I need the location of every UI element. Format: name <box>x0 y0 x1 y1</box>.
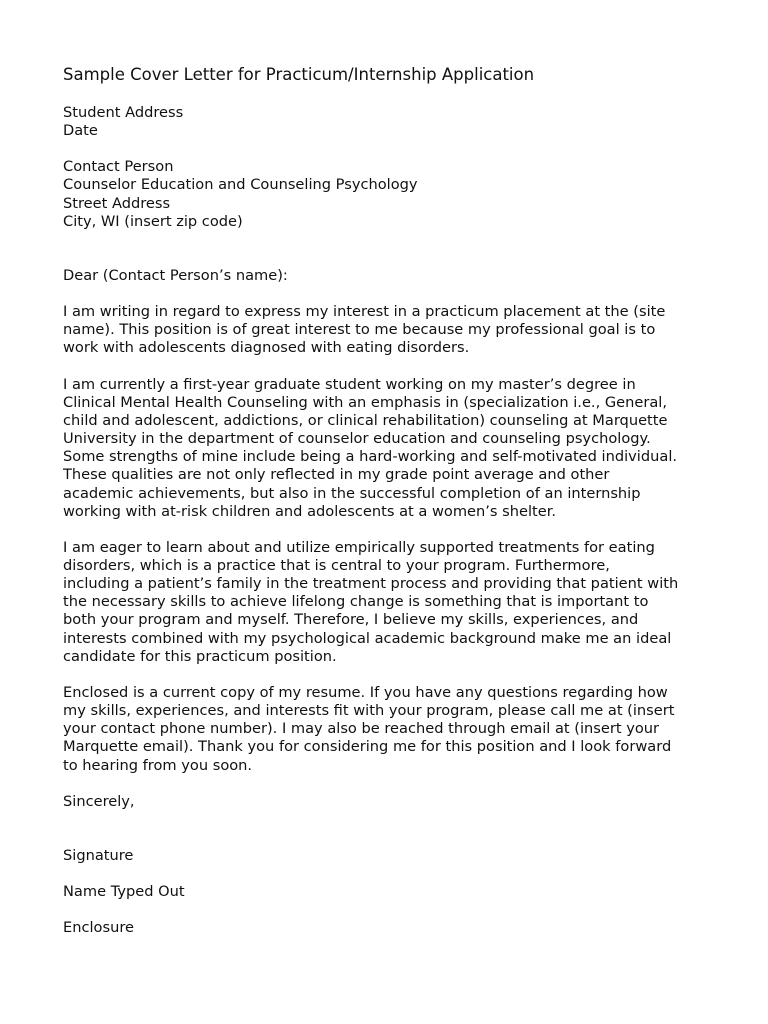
paragraph-line: candidate for this practicum position. <box>63 647 337 665</box>
paragraph-line: Marquette email). Thank you for considering me for this position and I look forward <box>63 738 672 756</box>
enclosure-block <box>63 919 713 937</box>
paragraph-line: including a patient’s family in the treatment process and providing that patient with <box>63 575 679 593</box>
spacer <box>63 521 713 539</box>
paragraph-line: Some strengths of mine include being a hard-working and self-motivated individual. <box>63 448 678 466</box>
paragraph-line: I am currently a first-year graduate student working on my master’s degree in <box>63 375 636 393</box>
paragraph-line: the necessary skills to achieve lifelong change is something that is important to <box>63 593 649 611</box>
paragraph-line: academic achievements, but also in the successful completion of an internship <box>63 484 641 502</box>
paragraph-line: my skills, experiences, and interests fit with your program, please call me at (insert <box>63 702 675 720</box>
name-typed-text: Name Typed Out <box>63 883 185 900</box>
paragraph-line: disorders, which is a practice that is central to your program. Furthermore, <box>63 556 610 574</box>
paragraph-line: working with at-risk children and adolescents at a women’s shelter. <box>63 502 557 520</box>
closing-text: Sincerely, <box>63 792 135 810</box>
recipient-street: Street Address <box>63 194 171 212</box>
closing <box>63 793 713 811</box>
paragraph-line: Clinical Mental Health Counseling with an emphasis in (specialization i.e., General, <box>63 393 667 411</box>
recipient-city: City, WI (insert zip code) <box>63 212 243 230</box>
salutation-text: Dear (Contact Person’s name): <box>63 266 288 284</box>
signature-text: Signature <box>63 846 134 864</box>
paragraph-line: both your program and myself. Therefore, I believe my skills, experiences, and <box>63 611 639 629</box>
paragraph-2 <box>63 376 713 521</box>
spacer <box>63 140 713 158</box>
spacer <box>63 865 713 883</box>
document-title: Sample Cover Letter for Practicum/Internship Application <box>63 65 535 84</box>
paragraph-line: your contact phone number). I may also be reached through email at (insert your <box>63 720 660 738</box>
paragraph-line: These qualities are not only reflected in my grade point average and other <box>63 466 610 484</box>
spacer <box>63 775 713 793</box>
spacer <box>63 231 713 267</box>
letter-page <box>63 64 713 937</box>
recipient-block <box>63 158 713 231</box>
name-typed-block <box>63 883 713 901</box>
paragraph-line: I am writing in regard to express my interest in a practicum placement at the (site <box>63 303 666 321</box>
paragraph-line: work with adolescents diagnosed with eating disorders. <box>63 339 470 357</box>
spacer <box>63 901 713 919</box>
recipient-name: Contact Person <box>63 158 174 176</box>
paragraph-line: interests combined with my psychological academic background make me an ideal <box>63 629 672 647</box>
paragraph-4 <box>63 684 713 775</box>
paragraph-1 <box>63 303 713 357</box>
paragraph-line: child and adolescent, addictions, or clinical rehabilitation) counseling at Marquette <box>63 411 668 429</box>
letter-date: Date <box>63 122 98 140</box>
paragraph-line: name). This position is of great interest to me because my professional goal is to <box>63 321 656 339</box>
paragraph-line: Enclosed is a current copy of my resume. If you have any questions regarding how <box>63 683 668 701</box>
spacer <box>63 666 713 684</box>
letter-body <box>63 104 713 937</box>
sender-address: Student Address <box>63 104 184 121</box>
enclosure-text: Enclosure <box>63 919 134 937</box>
paragraph-line: University in the department of counselor education and counseling psychology. <box>63 430 651 448</box>
paragraph-3 <box>63 539 713 666</box>
spacer <box>63 358 713 376</box>
paragraph-line: to hearing from you soon. <box>63 756 253 774</box>
sender-block <box>63 104 713 140</box>
recipient-department: Counselor Education and Counseling Psychology <box>63 176 418 194</box>
signature-block <box>63 847 713 865</box>
spacer <box>63 285 713 303</box>
paragraph-line: I am eager to learn about and utilize empirically supported treatments for eating <box>63 538 655 556</box>
salutation <box>63 267 713 285</box>
spacer <box>63 811 713 847</box>
